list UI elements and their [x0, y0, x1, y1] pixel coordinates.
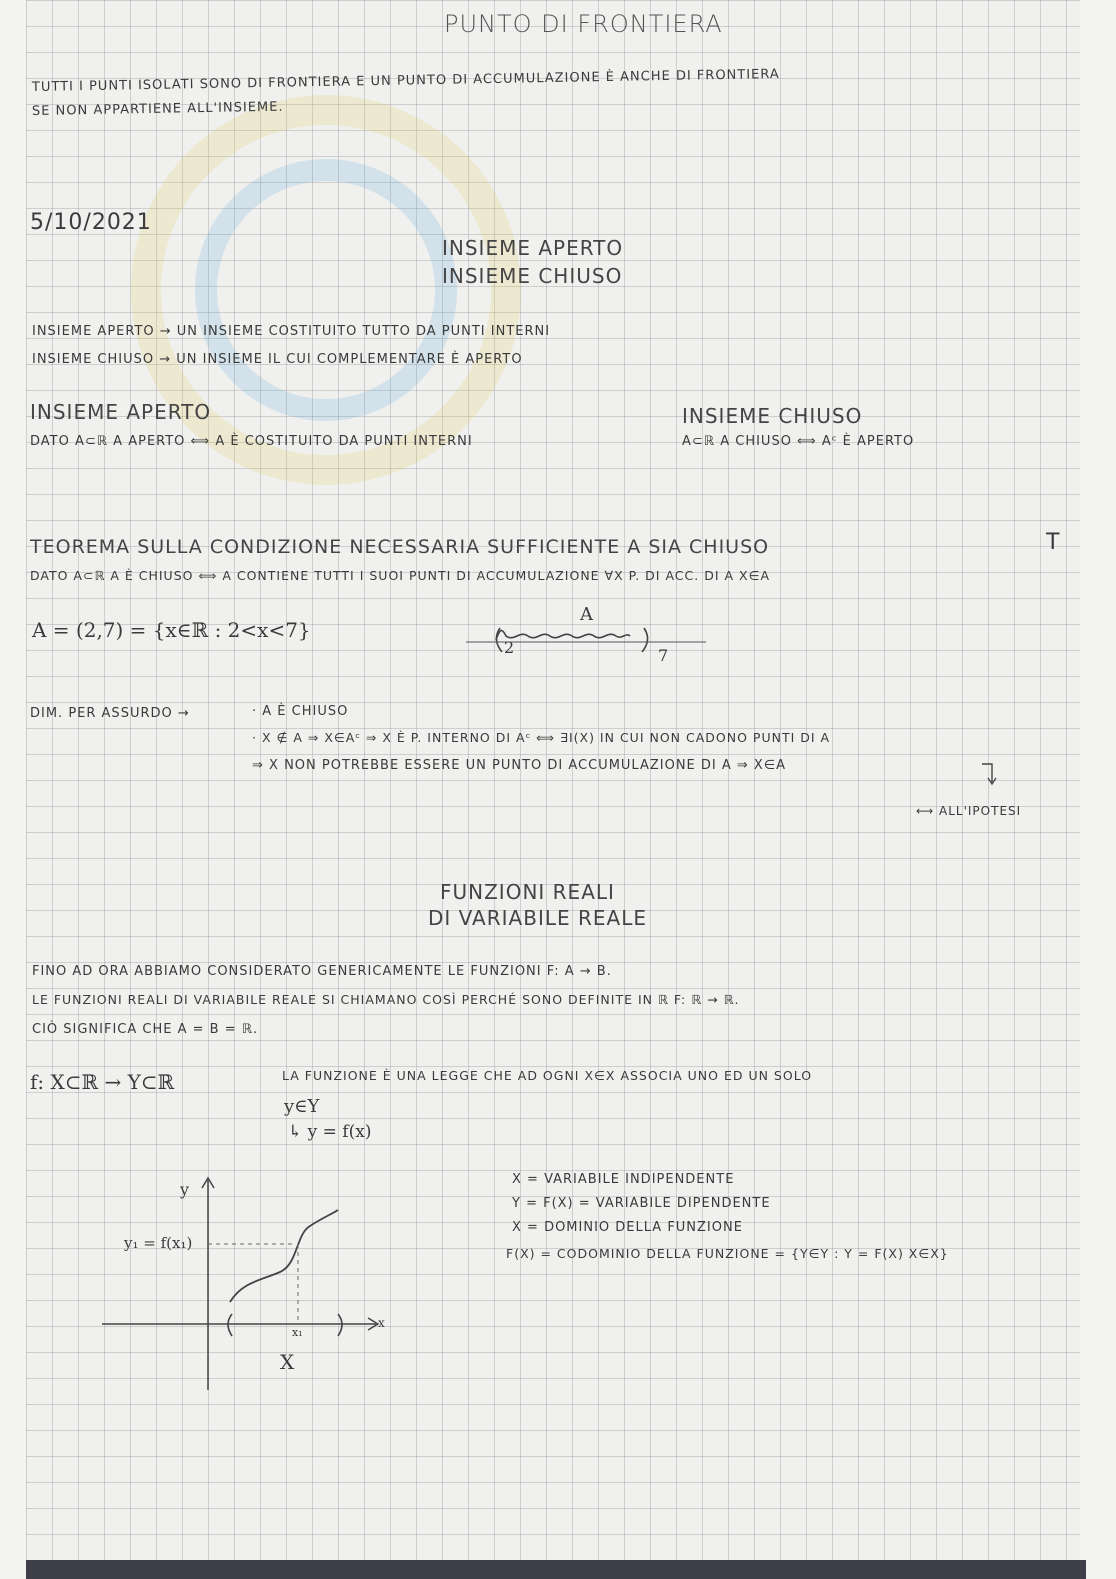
- theorem-statement: DATO A⊂ℝ A È CHIUSO ⟺ A CONTIENE TUTTI I SUOI PUNTI DI ACCUMULAZIONE ∀X P. DI ACC. DI A X∈A: [30, 568, 771, 583]
- intro-line-1: TUTTI I PUNTI ISOLATI SONO DI FRONTIERA E UN PUNTO DI ACCUMULAZIONE È ANCHE DI FRONTIERA: [31, 66, 780, 95]
- graph-y1-label: y₁ = f(x₁): [124, 1234, 193, 1252]
- graph-x1-label: x₁: [292, 1326, 303, 1339]
- theorem-title: TEOREMA SULLA CONDIZIONE NECESSARIA SUFFICIENTE A SIA CHIUSO: [30, 536, 770, 558]
- open-statement: DATO A⊂ℝ A APERTO ⟺ A È COSTITUITO DA PUNTI INTERNI: [30, 434, 473, 449]
- page-title: PUNTO DI FRONTIERA: [444, 10, 723, 38]
- section-title-open: INSIEME APERTO: [442, 236, 624, 260]
- definition-closed: INSIEME CHIUSO → UN INSIEME IL CUI COMPLEMENTARE È APERTO: [32, 352, 523, 367]
- functions-line-3: CIÒ SIGNIFICA CHE A = B = ℝ.: [32, 1022, 259, 1037]
- interval-label-2: 2: [504, 638, 515, 657]
- interval-label-7: 7: [658, 646, 669, 665]
- function-rule: ↳ y = f(x): [288, 1122, 372, 1142]
- intro-line-2: SE NON APPARTIENE ALL'INSIEME.: [31, 99, 284, 119]
- graph-y-axis-label: y: [180, 1180, 190, 1199]
- bottom-edge-bar: [26, 1560, 1086, 1579]
- margin-mark: T: [1046, 530, 1061, 555]
- function-codomain-element: y∈Y: [284, 1096, 320, 1117]
- function-definition: LA FUNZIONE È UNA LEGGE CHE AD OGNI X∈X ASSOCIA UNO ED UN SOLO: [282, 1068, 813, 1083]
- proof-line-2: · X ∉ A ⇒ X∈Aᶜ ⇒ X È P. INTERNO DI Aᶜ ⟺ ∃I(X) IN CUI NON CADONO PUNTI DI A: [252, 730, 831, 745]
- date: 5/10/2021: [30, 210, 152, 235]
- proof-arrow: [980, 760, 1000, 790]
- definition-open: INSIEME APERTO → UN INSIEME COSTITUITO TUTTO DA PUNTI INTERNI: [32, 324, 551, 339]
- proof-line-1: · A È CHIUSO: [252, 704, 349, 719]
- legend-y: Y = F(X) = VARIABILE DIPENDENTE: [512, 1196, 771, 1211]
- graph-x-axis-label: x: [378, 1316, 385, 1330]
- section-title-functions: FUNZIONI REALI: [440, 880, 615, 904]
- legend-codomain: F(X) = CODOMINIO DELLA FUNZIONE = {Y∈Y : Y = F(X) X∈X}: [506, 1246, 949, 1261]
- closed-statement: A⊂ℝ A CHIUSO ⟺ Aᶜ È APERTO: [682, 434, 915, 449]
- interval-label-A: A: [580, 604, 593, 625]
- functions-line-1: FINO AD ORA ABBIAMO CONSIDERATO GENERICAMENTE LE FUNZIONI F: A → B.: [32, 964, 612, 979]
- example-set: A = (2,7) = {x∈ℝ : 2<x<7}: [32, 618, 311, 642]
- function-signature: f: X⊂ℝ → Y⊂ℝ: [30, 1070, 175, 1094]
- function-graph: [96, 1170, 416, 1410]
- notebook-page: [26, 0, 1080, 1560]
- proof-note: ⟷ ALL'IPOTESI: [916, 804, 1022, 818]
- section-title-variable: DI VARIABILE REALE: [428, 906, 647, 930]
- section-title-closed: INSIEME CHIUSO: [442, 264, 623, 288]
- graph-domain-label: X: [280, 1350, 295, 1374]
- functions-line-2: LE FUNZIONI REALI DI VARIABILE REALE SI CHIAMANO COSÌ PERCHÉ SONO DEFINITE IN ℝ F: ℝ → ℝ.: [32, 992, 740, 1007]
- legend-x: X = VARIABILE INDIPENDENTE: [512, 1172, 735, 1187]
- proof-line-3: ⇒ X NON POTREBBE ESSERE UN PUNTO DI ACCUMULAZIONE DI A ⇒ X∈A: [252, 758, 787, 773]
- open-heading: INSIEME APERTO: [30, 400, 212, 424]
- proof-lead: DIM. PER ASSURDO →: [30, 706, 190, 721]
- legend-domain: X = DOMINIO DELLA FUNZIONE: [512, 1220, 743, 1235]
- closed-heading: INSIEME CHIUSO: [682, 404, 863, 428]
